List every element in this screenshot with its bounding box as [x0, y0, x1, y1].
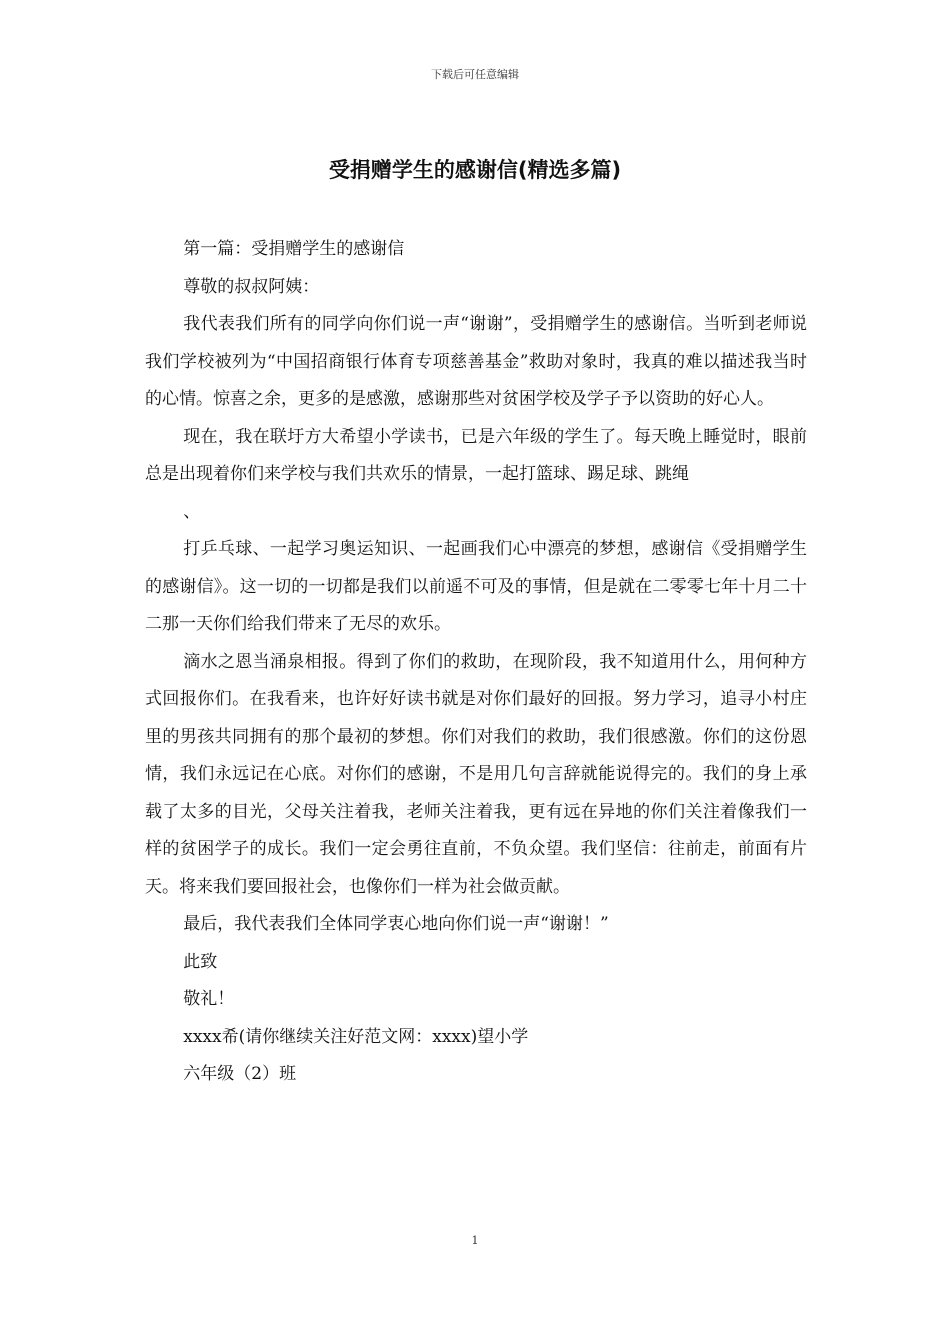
body-paragraph: 我代表我们所有的同学向你们说一声“谢谢”，受捐赠学生的感谢信。当听到老师说我们学校被列为“中国招商银行体育专项慈善基金”救助对象时，我真的难以描述我当时的心情。惊喜之余，更多的是感激，感谢那些对贫困学校及学子予以资助的好心人。: [145, 314, 807, 409]
page-number: 1: [471, 1234, 479, 1247]
signature-school: xxxx希(请你继续关注好范文网：xxxx)望小学: [183, 1026, 529, 1047]
closing-paragraph: 最后，我代表我们全体同学衷心地向你们说一声“谢谢！”: [183, 914, 609, 934]
signature-class: 六年级（2）班: [183, 1064, 297, 1084]
section-heading: 第一篇：受捐赠学生的感谢信: [183, 239, 405, 259]
closing-salute: 敬礼！: [183, 989, 235, 1009]
body-paragraph: 现在，我在联圩方大希望小学读书，已是六年级的学生了。每天晚上睡觉时，眼前总是出现着你们来学校与我们共欢乐的情景，一起打篮球、踢足球、跳绳: [145, 426, 807, 484]
page-header: 下载后可任意编辑: [431, 68, 519, 81]
body-paragraph: 、: [183, 501, 201, 522]
salutation: 尊敬的叔叔阿姨：: [183, 276, 320, 297]
document-title: 受捐赠学生的感谢信(精选多篇): [328, 158, 622, 182]
body-paragraph: 打乒乓球、一起学习奥运知识、一起画我们心中漂亮的梦想，感谢信《受捐赠学生的感谢信》。这一切的一切都是我们以前遥不可及的事情，但是就在二零零七年十月二十二那一天你们给我们带来了无尽的欢乐。: [145, 539, 807, 634]
closing-phrase: 此致: [183, 951, 218, 972]
body-paragraph: 滴水之恩当涌泉相报。得到了你们的救助，在现阶段，我不知道用什么，用何种方式回报你们。在我看来，也许好好读书就是对你们最好的回报。努力学习，追寻小村庄里的男孩共同拥有的那个最初的梦想。你们对我们的救助，我们很感激。你们的这份恩情，我们永远记在心底。对你们的感谢，不是用几句言辞就能说得完的。我们的身上承载了太多的目光，父母关注着我，老师关注着我，更有远在异地的你们关注着像我们一样的贫困学子的成长。我们一定会勇往直前，不负众望。我们坚信：往前走，前面有片天。将来我们要回报社会，也像你们一样为社会做贡献。: [145, 651, 807, 897]
document-body: [145, 231, 807, 1094]
